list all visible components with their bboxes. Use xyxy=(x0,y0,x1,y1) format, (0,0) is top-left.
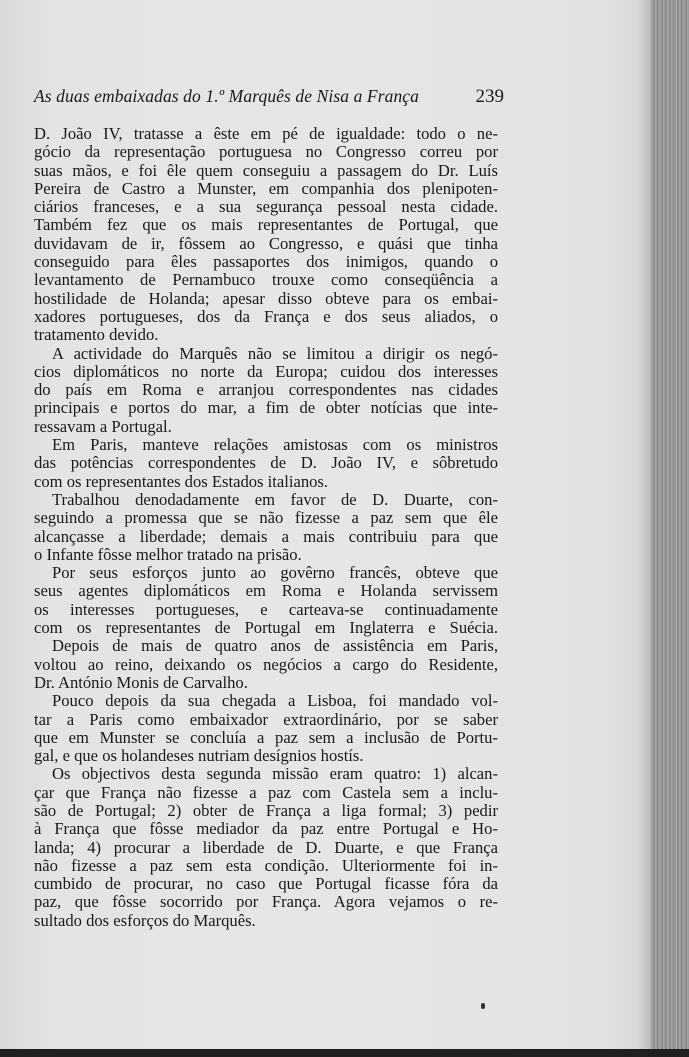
running-head: As duas embaixadas do 1.º Marquês de Nisa a França xyxy=(34,86,420,106)
text-line: gócio da representação portuguesa no Congresso correu por xyxy=(34,142,498,162)
text-line: conseguido para êles passaportes dos inimigos, quando o xyxy=(34,252,498,272)
text-line: Pereira de Castro a Munster, em companhia dos plenipoten- xyxy=(34,178,498,198)
text-line: alcançasse a liberdade; demais a mais contribuiu para que xyxy=(34,526,498,546)
text-line: Em Paris, manteve relações amistosas com os ministros xyxy=(52,435,498,455)
text-line: não fizesse a paz sem esta condição. Ulteriormente foi in- xyxy=(34,855,498,875)
text-line: paz, que fôsse socorrido por França. Agora vejamos o re- xyxy=(34,892,498,912)
ink-speck xyxy=(481,1003,485,1009)
text-line: levantamento de Pernambuco trouxe como conseqüência a xyxy=(34,270,498,290)
text-line: os interesses portugueses, e carteava-se continuadamente xyxy=(34,599,498,619)
text-line: o Infante fôsse melhor tratado na prisão. xyxy=(34,544,302,564)
text-line: à França que fôsse mediador da paz entre Portugal e Ho- xyxy=(34,819,498,839)
text-line: landa; 4) procurar a liberdade de D. Duarte, e que França xyxy=(34,837,498,857)
text-line: principais e portos do mar, a fim de obter notícias que inte- xyxy=(34,398,498,418)
text-line: seus agentes diplomáticos em Roma e Holanda servissem xyxy=(34,581,498,601)
text-line: com os representantes dos Estados italianos. xyxy=(34,471,329,491)
text-line: tar a Paris como embaixador extraordinário, por se saber xyxy=(34,709,498,729)
text-line: ciários franceses, e a sua segurança pessoal nesta cidade. xyxy=(34,197,498,217)
text-line: ressavam a Portugal. xyxy=(34,416,172,436)
book-page-edges xyxy=(651,0,689,1057)
text-line: duvidavam de ir, fôssem ao Congresso, e quási que tinha xyxy=(34,233,498,253)
text-line: sultado dos esforços do Marquês. xyxy=(34,910,256,930)
page-number: 239 xyxy=(475,86,504,107)
text-line: do país em Roma e arranjou correspondentes nas cidades xyxy=(34,380,498,400)
text-line: Os objectivos desta segunda missão eram quatro: 1) alcan- xyxy=(52,764,498,784)
body-text xyxy=(34,125,498,930)
text-line: Pouco depois da sua chegada a Lisboa, foi mandado vol- xyxy=(52,691,498,711)
page-gutter-shadow xyxy=(637,0,651,1057)
text-line: gal, e que os holandeses nutriam desígnios hostís. xyxy=(34,746,364,766)
text-line: cios diplomáticos no norte da Europa; cuidou dos interesses xyxy=(34,361,498,381)
text-line: Dr. António Monis de Carvalho. xyxy=(34,672,248,692)
text-line: D. João IV, tratasse a êste em pé de igualdade: todo o ne- xyxy=(34,124,498,143)
text-line: Também fez que os mais representantes de Portugal, que xyxy=(34,215,498,235)
text-line: das potências correspondentes de D. João IV, e sôbretudo xyxy=(34,453,498,473)
text-line: são de Portugal; 2) obter de França a liga formal; 3) pedir xyxy=(34,800,498,820)
text-line: com os representantes de Portugal em Inglaterra e Suécia. xyxy=(34,618,498,638)
text-line: que em Munster se concluía a paz sem a inclusão de Portu- xyxy=(34,727,498,747)
text-line: seguindo a promessa que se não fizesse a paz sem que êle xyxy=(34,508,498,528)
text-line: cumbido de procurar, no caso que Portugal ficasse fóra da xyxy=(34,874,498,894)
text-line: voltou ao reino, deixando os negócios a cargo do Residente, xyxy=(34,654,498,674)
page-header xyxy=(34,86,504,114)
text-line: Por seus esforços junto ao govêrno francês, obteve que xyxy=(52,563,498,583)
text-line: Trabalhou denodadamente em favor de D. Duarte, con- xyxy=(52,489,498,509)
text-line: xadores portugueses, dos da França e dos seus aliados, o xyxy=(34,306,498,326)
text-line: hostilidade de Holanda; apesar disso obteve para os embai- xyxy=(34,288,498,308)
text-line: suas mãos, e foi êle quem conseguiu a passagem do Dr. Luís xyxy=(34,160,498,180)
text-line: Depois de mais de quatro anos de assistência em Paris, xyxy=(52,636,498,656)
text-line: A actividade do Marquês não se limitou a dirigir os negó- xyxy=(52,343,498,363)
scan-bottom-border xyxy=(0,1049,689,1057)
text-line: tratamento devido. xyxy=(34,325,159,345)
text-line: çar que França não fizesse a paz com Castela sem a inclu- xyxy=(34,782,498,802)
